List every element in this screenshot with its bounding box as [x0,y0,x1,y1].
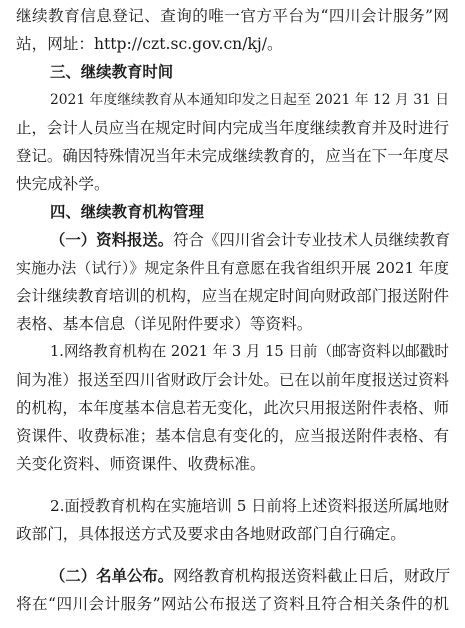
paragraph-text: 符合《四川省会计专业技术人员继续教育 [173,231,451,249]
paragraph-line: 继续教育信息登记、查询的唯一官方平台为“四川会计服务”网 [16,7,449,25]
subheading-materials: （一）资料报送。 [50,231,174,249]
paragraph-line: 止，会计人员应当在规定时间内完成当年度继续教育并及时进行 [16,119,449,137]
paragraph-line [50,566,449,586]
section-heading-institutions: 四、继续教育机构管理 [50,203,204,221]
paragraph-line: 将在“四川会计服务”网站公布报送了资料且符合相关条件的机 [16,595,449,613]
section-heading-time: 三、继续教育时间 [50,63,174,81]
paragraph-line: 表格、基本信息（详见附件要求）等资料。 [16,315,313,333]
paragraph-line: 2021 年度继续教育从本通知印发之日起至 2021 年 12 月 31 日 [50,92,449,108]
paragraph-line: 资课件、收费标准；基本信息有变化的，应当报送附件表格、有 [16,427,449,445]
paragraph-line: 1.网络教育机构在 2021 年 3 月 15 日前（邮寄资料以邮戳时 [50,343,449,360]
paragraph-line: 间为准）报送至四川省财政厅会计处。已在以前年度报送过资料 [16,371,449,389]
paragraph-line: 快完成补学。 [16,175,110,193]
paragraph-line: 会计继续教育培训的机构，应当在规定时间向财政部门报送附件 [16,287,449,305]
paragraph-text: 网络教育机构报送资料截止日后，财政厅 [173,567,451,585]
paragraph-line: 登记。确因特殊情况当年未完成继续教育的，应当在下一年度尽 [16,147,449,165]
paragraph-line: 2.面授教育机构在实施培训 5 日前将上述资料报送所属地财 [50,497,449,515]
paragraph-line: 站，网址：http://czt.sc.gov.cn/kj/。 [16,35,283,53]
paragraph-line [50,230,449,250]
paragraph-line: 政部门，具体报送方式及要求由各地财政部门自行确定。 [16,525,406,543]
paragraph-line: 的机构，本年度基本信息若无变化，此次只用报送附件表格、师 [16,399,449,417]
subheading-list-publication: （二）名单公布。 [50,567,174,585]
paragraph-line: 实施办法（试行）》规定条件且有意愿在我省组织开展 2021 年度 [16,259,449,277]
paragraph-line: 关变化资料、师资课件、收费标准。 [16,455,266,473]
